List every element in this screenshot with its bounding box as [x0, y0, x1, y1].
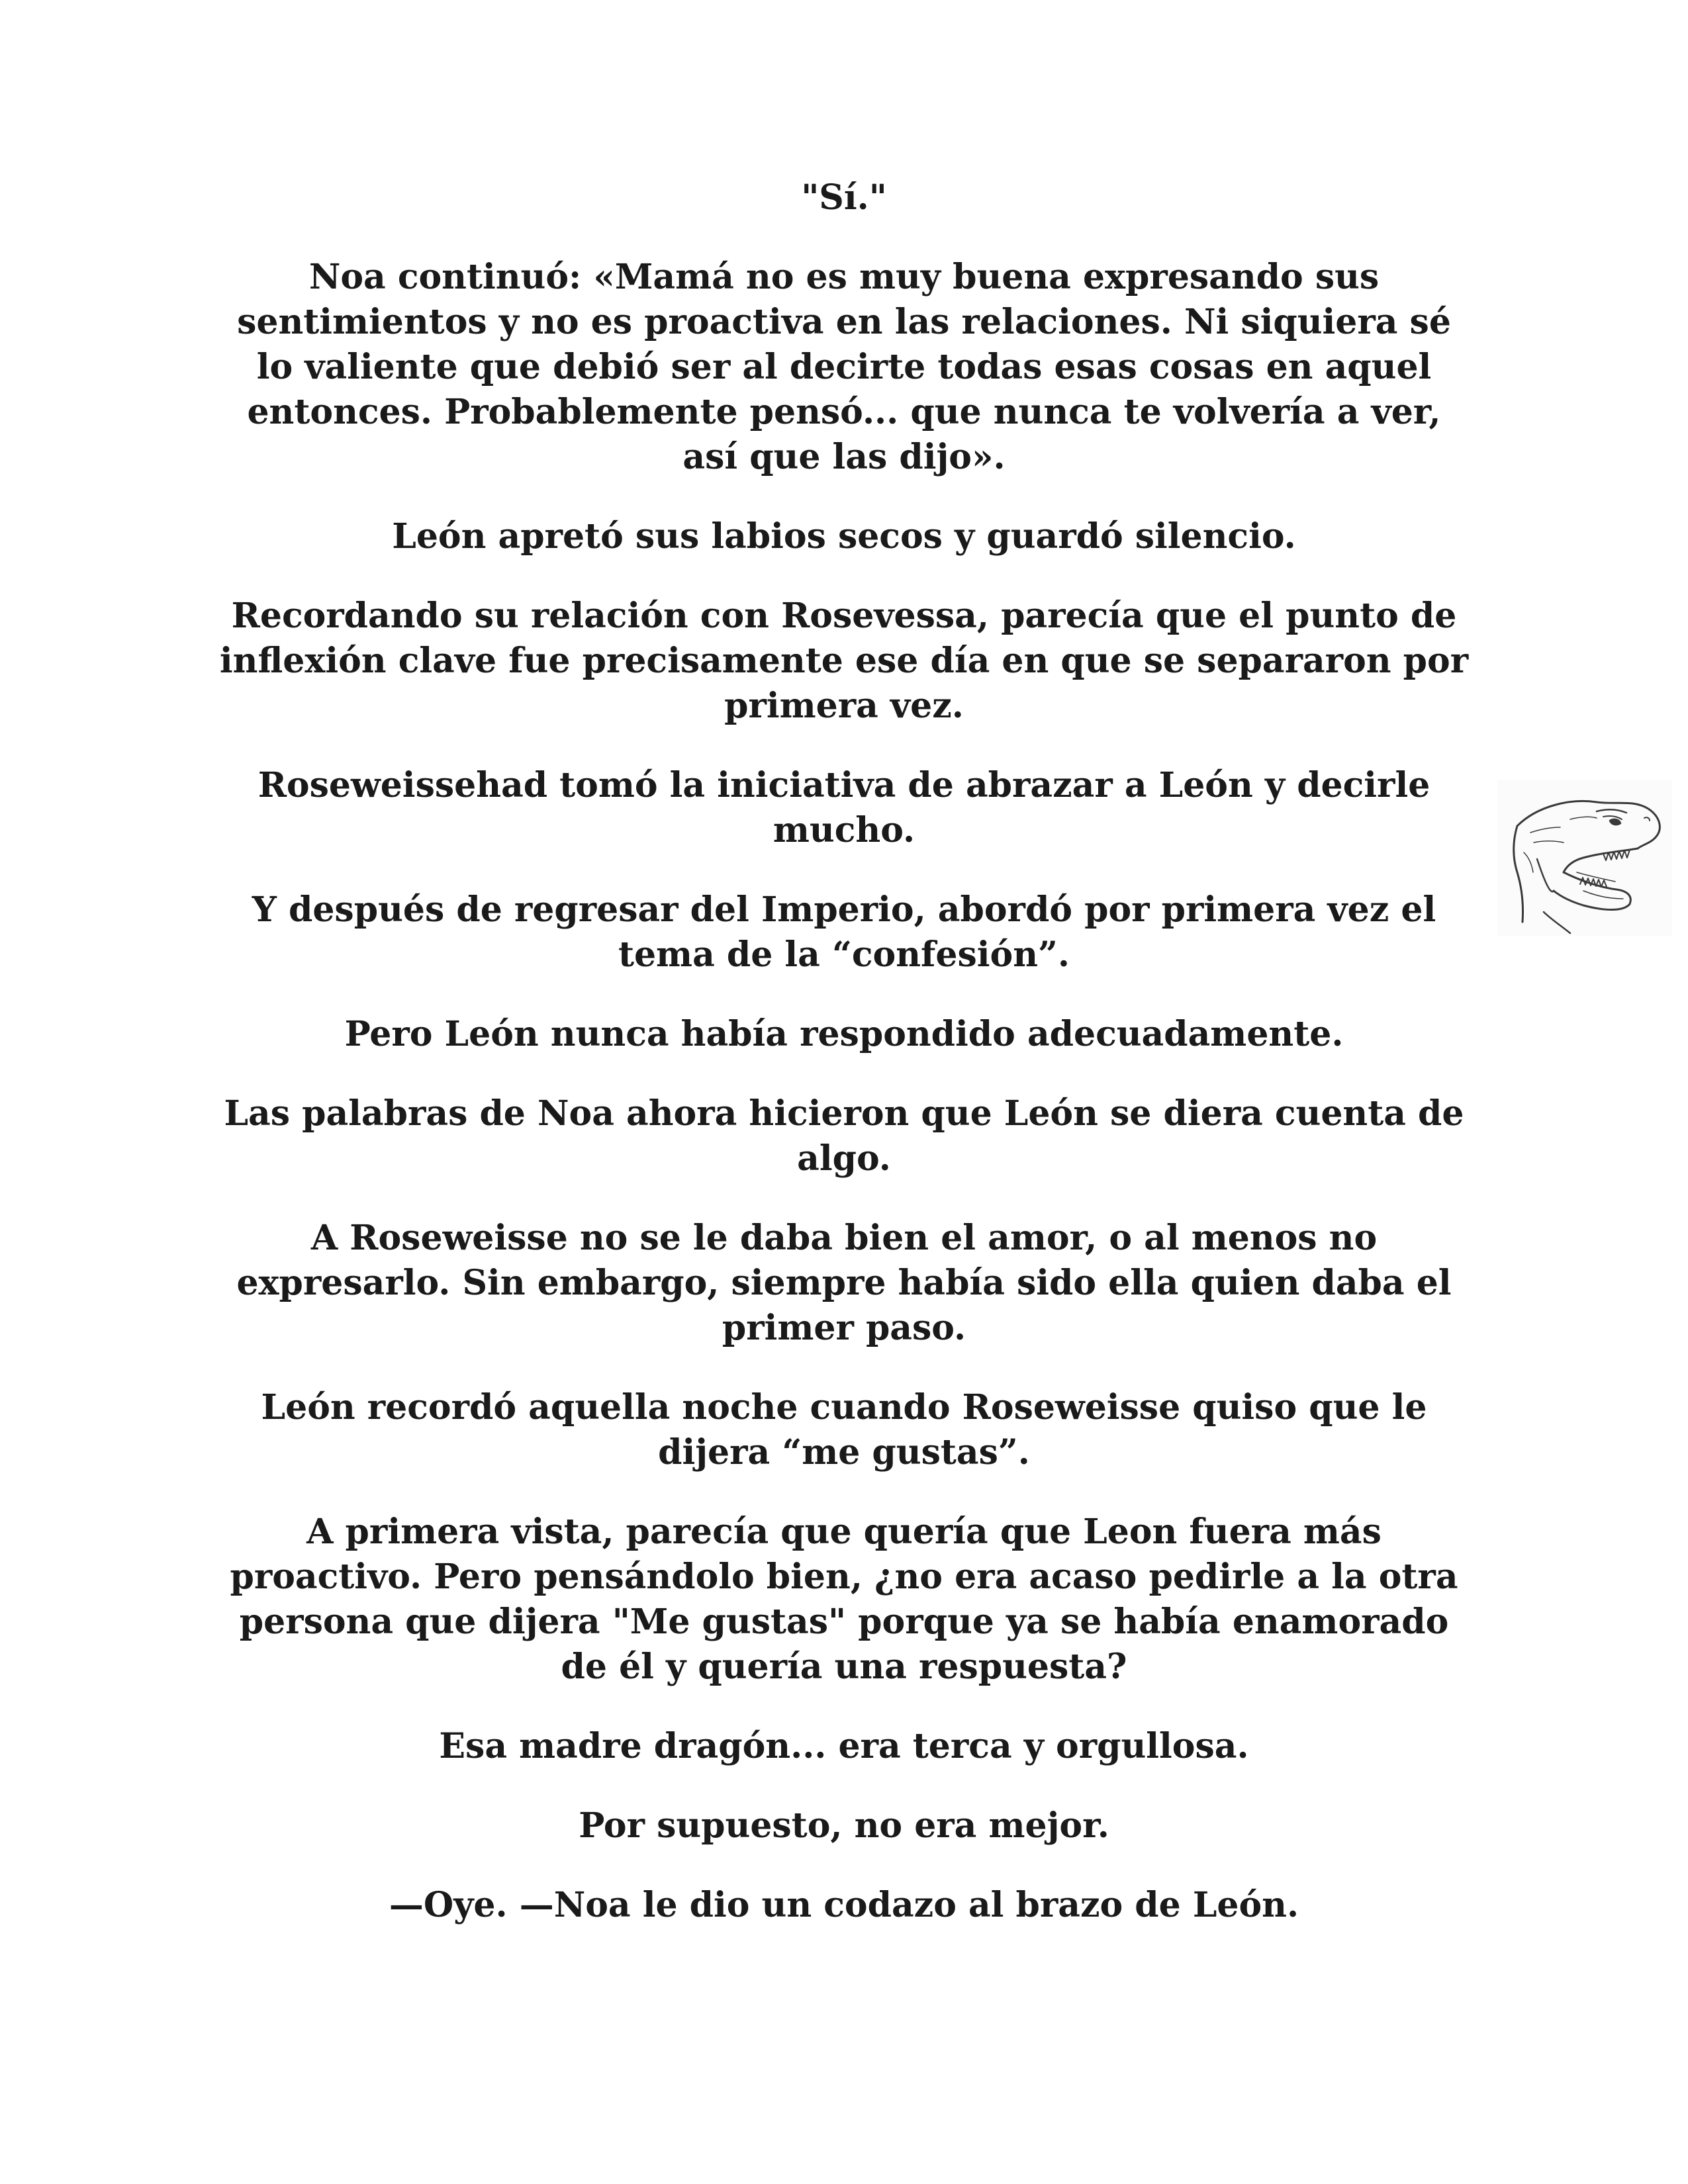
paragraph: —Oye. —Noa le dio un codazo al brazo de León.	[389, 1885, 1299, 1925]
paragraph: A primera vista, parecía que quería que Leon fuera más proactivo. Pero pensándolo bien, ¿no era acaso pedirle a la otra persona que dijera "Me gustas" porque ya se había enamorado de él y quería una respuesta?	[230, 1512, 1458, 1687]
paragraph: Las palabras de Noa ahora hicieron que León se diera cuenta de algo.	[224, 1093, 1464, 1179]
paragraph: León recordó aquella noche cuando Roseweisse quiso que le dijera “me gustas”.	[261, 1387, 1427, 1473]
paragraph: Recordando su relación con Rosevessa, parecía que el punto de inflexión clave fue precisamente ese día en que se separaron por primera vez.	[219, 596, 1469, 726]
paragraph: "Sí."	[801, 177, 887, 218]
paragraph: A Roseweisse no se le daba bien el amor, o al menos no expresarlo. Sin embargo, siempre había sido ella quien daba el primer paso.	[236, 1218, 1452, 1348]
paragraph: Y después de regresar del Imperio, abordó por primera vez el tema de la “confesión”.	[252, 889, 1436, 975]
paragraph: León apretó sus labios secos y guardó silencio.	[392, 516, 1296, 557]
paragraph: Esa madre dragón... era terca y orgullosa.	[439, 1726, 1249, 1766]
paragraph: Roseweissehad tomó la iniciativa de abrazar a León y decirle mucho.	[258, 765, 1430, 850]
dinosaur-sketch-icon	[1497, 780, 1672, 936]
document-body	[218, 175, 1470, 1962]
paragraph: Noa continuó: «Mamá no es muy buena expresando sus sentimientos y no es proactiva en las relaciones. Ni siquiera sé lo valiente que debió ser al decirte todas esas cosas en aquel entonces. Probablemente pensó... que nunca te volvería a ver, así que las dijo».	[237, 257, 1451, 477]
paragraph: Pero León nunca había respondido adecuadamente.	[344, 1014, 1344, 1054]
paragraph: Por supuesto, no era mejor.	[579, 1805, 1109, 1846]
